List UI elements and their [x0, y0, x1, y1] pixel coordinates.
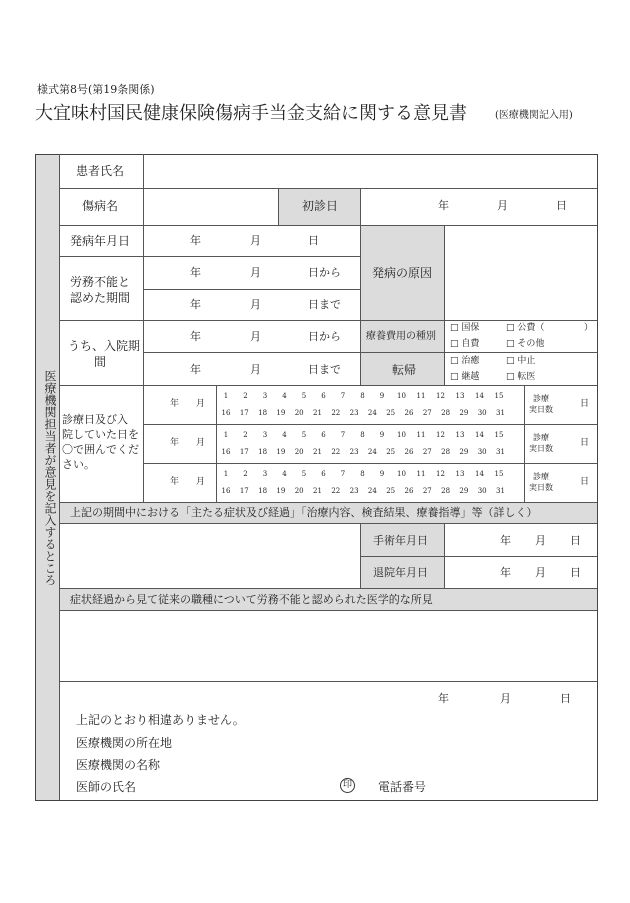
calendar-day[interactable]: 22 [331, 487, 341, 495]
outcome-label: 転帰 [392, 363, 417, 377]
first-visit-year: 年 [438, 199, 449, 212]
calendar-day[interactable]: 23 [349, 448, 359, 456]
calendar-day[interactable]: 4 [282, 431, 287, 439]
cause-label: 発病の原因 [372, 266, 433, 280]
form-number: 様式第8号(第19条関係) [37, 83, 155, 96]
calendar-day[interactable]: 23 [349, 409, 359, 417]
calendar-day[interactable]: 28 [441, 448, 451, 456]
calendar-day[interactable]: 24 [367, 409, 377, 417]
cost-type-label: 療養費用の種別 [366, 331, 436, 342]
calendar-day[interactable]: 13 [455, 470, 465, 478]
calendar-day[interactable]: 27 [422, 487, 432, 495]
calendar-day[interactable]: 4 [282, 470, 287, 478]
calendar-day[interactable]: 6 [321, 392, 326, 400]
calendar-day[interactable]: 17 [239, 487, 249, 495]
calendar-day[interactable]: 29 [459, 487, 469, 495]
calendar-day[interactable]: 2 [243, 392, 248, 400]
patient-name-label: 患者氏名 [76, 164, 125, 178]
calendar-day[interactable]: 22 [331, 448, 341, 456]
onset-day: 日 [308, 234, 319, 247]
calendar-day[interactable]: 24 [367, 487, 377, 495]
actual-days-label: 実日数 [529, 483, 553, 492]
calendar-day[interactable]: 6 [321, 431, 326, 439]
calendar-day[interactable]: 11 [416, 431, 426, 439]
visit-days-label-2: 院していた日を [62, 428, 139, 441]
actual-days-label: 実日数 [529, 444, 553, 453]
first-visit-month: 月 [497, 199, 508, 212]
first-visit-day: 日 [556, 199, 567, 212]
calendar-day[interactable]: 28 [441, 409, 451, 417]
hosp-from-year: 年 [190, 330, 201, 343]
calendar-day[interactable]: 3 [262, 431, 268, 439]
calendar-day[interactable]: 1 [223, 431, 229, 439]
visit-days-label-1: 診療日及び入 [62, 413, 128, 426]
calendar-day[interactable]: 31 [496, 448, 505, 456]
calendar-day[interactable]: 14 [475, 392, 484, 400]
calendar-day[interactable]: 13 [455, 392, 465, 400]
calendar-day[interactable]: 10 [397, 431, 406, 439]
certify-text: 上記のとおり相違ありません。 [76, 713, 245, 727]
calendar-day[interactable]: 11 [416, 392, 426, 400]
actual-days-unit: 日 [580, 477, 590, 487]
calendar-day[interactable]: 26 [404, 448, 414, 456]
calendar-day[interactable]: 7 [340, 431, 346, 439]
calendar-day[interactable]: 16 [221, 487, 231, 495]
calendar-month-3: 月 [196, 477, 206, 487]
opinion-field[interactable] [60, 611, 596, 680]
calendar-day[interactable]: 18 [258, 448, 268, 456]
patient-name-field[interactable] [144, 155, 596, 187]
calendar-day[interactable]: 15 [494, 470, 504, 478]
calendar-day[interactable]: 15 [494, 431, 504, 439]
actual-days-field[interactable] [560, 387, 578, 421]
calendar-day[interactable]: 21 [313, 487, 322, 495]
calendar-day[interactable]: 6 [321, 470, 326, 478]
calendar-day[interactable]: 18 [258, 409, 268, 417]
calendar-day[interactable]: 17 [239, 448, 249, 456]
calendar-day[interactable]: 12 [436, 431, 445, 439]
sign-day: 日 [560, 692, 571, 705]
calendar-day[interactable]: 27 [422, 448, 432, 456]
incap-until-day: 日まで [308, 298, 341, 311]
cost-jihi-checkbox[interactable]: □ 自費 [450, 339, 480, 349]
calendar-day[interactable]: 7 [340, 392, 346, 400]
discharge-date-label: 退院年月日 [373, 566, 428, 579]
calendar-day[interactable]: 1 [223, 392, 229, 400]
calendar-day[interactable]: 10 [397, 392, 406, 400]
calendar-day[interactable]: 18 [258, 487, 268, 495]
outcome-stopped-checkbox[interactable]: □ 中止 [506, 356, 536, 366]
calendar-day[interactable]: 3 [262, 392, 268, 400]
calendar-day[interactable]: 14 [475, 470, 484, 478]
calendar-year-2: 年 [170, 438, 180, 448]
outcome-transfer-checkbox[interactable]: □ 転医 [506, 372, 536, 382]
symptoms-header: 上記の期間中における「主たる症状及び経過」「治療内容、検査結果、療養指導」等（詳しく） [70, 506, 538, 519]
calendar-day[interactable]: 9 [379, 392, 385, 400]
actual-days-label: 診療 [533, 394, 549, 403]
incap-until-month: 月 [250, 298, 261, 311]
actual-days-label: 診療 [533, 472, 549, 481]
calendar-day[interactable]: 24 [367, 448, 377, 456]
calendar-day[interactable]: 13 [455, 431, 465, 439]
discharge-year: 年 [500, 566, 511, 579]
calendar-day[interactable]: 30 [477, 409, 487, 417]
cost-other-checkbox[interactable]: □ その他 [506, 339, 545, 349]
title-note: (医療機関記入用) [495, 110, 573, 121]
cost-kouhi-close: ） [584, 323, 594, 333]
calendar-day[interactable]: 17 [239, 409, 249, 417]
facility-name-label: 医療機関の名称 [76, 758, 161, 772]
calendar-day[interactable]: 30 [477, 487, 487, 495]
calendar-day[interactable]: 22 [331, 409, 341, 417]
calendar-day[interactable]: 5 [301, 470, 307, 478]
surgery-day: 日 [570, 534, 581, 547]
onset-month: 月 [250, 234, 261, 247]
calendar-day[interactable]: 19 [276, 409, 286, 417]
actual-days-field[interactable] [560, 465, 578, 499]
disease-name-field[interactable] [144, 189, 277, 224]
cause-field[interactable] [445, 226, 596, 319]
calendar-day[interactable]: 14 [475, 431, 484, 439]
discharge-day: 日 [570, 566, 581, 579]
calendar-day[interactable]: 20 [294, 409, 304, 417]
calendar-day[interactable]: 8 [360, 392, 365, 400]
calendar-day[interactable]: 7 [340, 470, 346, 478]
calendar-day[interactable]: 3 [262, 470, 268, 478]
symptoms-field[interactable] [60, 524, 359, 587]
cost-kokuho-checkbox[interactable]: □ 国保 [450, 323, 480, 333]
calendar-month-1: 月 [196, 399, 206, 409]
calendar-day[interactable]: 2 [243, 470, 248, 478]
calendar-day[interactable]: 21 [313, 448, 322, 456]
cost-kouhi-checkbox[interactable]: □ 公費（ [506, 323, 545, 333]
hosp-until-year: 年 [190, 363, 201, 376]
surgery-month: 月 [535, 534, 546, 547]
calendar-day[interactable]: 28 [441, 487, 451, 495]
disease-name-label: 傷病名 [82, 199, 119, 213]
calendar-day[interactable]: 11 [416, 470, 426, 478]
calendar-day[interactable]: 31 [496, 409, 505, 417]
calendar-day[interactable]: 2 [243, 431, 248, 439]
actual-days-label: 診療 [533, 433, 549, 442]
incap-until-year: 年 [190, 298, 201, 311]
calendar-day[interactable]: 8 [360, 431, 365, 439]
calendar-day[interactable]: 4 [282, 392, 287, 400]
hosp-from-day: 日から [308, 330, 341, 343]
actual-days-unit: 日 [580, 399, 590, 409]
incap-from-day: 日から [308, 266, 341, 279]
incapacity-label-2: 認めた期間 [70, 291, 131, 305]
calendar-day[interactable]: 26 [404, 409, 414, 417]
calendar-day[interactable]: 1 [223, 470, 229, 478]
hospital-label-1: うち、入院期 [68, 339, 141, 353]
calendar-day[interactable]: 29 [459, 409, 469, 417]
calendar-day[interactable]: 5 [301, 431, 307, 439]
calendar-year-1: 年 [170, 399, 180, 409]
visit-days-label-3: 〇で囲んでくだ [62, 443, 139, 456]
calendar-day[interactable]: 20 [294, 448, 304, 456]
calendar-day[interactable]: 19 [276, 448, 286, 456]
calendar-day[interactable]: 10 [397, 470, 406, 478]
hosp-until-day: 日まで [308, 363, 341, 376]
calendar-day[interactable]: 25 [386, 487, 396, 495]
surgery-date-label: 手術年月日 [373, 534, 428, 547]
surgery-year: 年 [500, 534, 511, 547]
hospital-label-2: 間 [94, 355, 107, 369]
calendar-day[interactable]: 27 [422, 409, 432, 417]
calendar-year-3: 年 [170, 477, 180, 487]
calendar-day[interactable]: 25 [386, 448, 396, 456]
opinion-header: 症状経過から見て従来の職種について労務不能と認められた医学的な所見 [70, 593, 433, 606]
calendar-day[interactable]: 26 [404, 487, 414, 495]
phone-label: 電話番号 [378, 780, 427, 794]
calendar-month-2: 月 [196, 438, 206, 448]
seal-icon [340, 778, 355, 793]
calendar-day[interactable]: 29 [459, 448, 469, 456]
calendar-day[interactable]: 9 [379, 470, 385, 478]
calendar-day[interactable]: 25 [386, 409, 396, 417]
actual-days-unit: 日 [580, 438, 590, 448]
calendar-day[interactable]: 16 [221, 409, 231, 417]
first-visit-label: 初診日 [302, 199, 339, 213]
side-label: 医療機関担当者が意見を記入するところ [43, 370, 57, 586]
actual-days-label: 実日数 [529, 405, 553, 414]
actual-days-field[interactable] [560, 426, 578, 460]
calendar-day[interactable]: 21 [313, 409, 322, 417]
sign-year: 年 [438, 692, 449, 705]
calendar-day[interactable]: 15 [494, 392, 504, 400]
incapacity-label-1: 労務不能と [70, 275, 131, 289]
incap-from-month: 月 [250, 266, 261, 279]
outcome-continued-checkbox[interactable]: □ 継越 [450, 372, 480, 382]
calendar-day[interactable]: 16 [221, 448, 231, 456]
facility-address-label: 医療機関の所在地 [76, 736, 173, 750]
calendar-day[interactable]: 20 [294, 487, 304, 495]
calendar-day[interactable]: 30 [477, 448, 487, 456]
sign-month: 月 [500, 692, 511, 705]
visit-days-label-4: さい。 [62, 458, 95, 471]
page-title: 大宜味村国民健康保険傷病手当金支給に関する意見書 [35, 103, 467, 124]
doctor-name-label: 医師の氏名 [76, 780, 137, 794]
hosp-from-month: 月 [250, 330, 261, 343]
calendar-day[interactable]: 12 [436, 392, 445, 400]
calendar-day[interactable]: 31 [496, 487, 505, 495]
incap-from-year: 年 [190, 266, 201, 279]
calendar-day[interactable]: 23 [349, 487, 359, 495]
seal-text: 印 [342, 780, 352, 790]
calendar-day[interactable]: 8 [360, 470, 365, 478]
outcome-cured-checkbox[interactable]: □ 治癒 [450, 356, 480, 366]
calendar-day[interactable]: 19 [276, 487, 286, 495]
onset-date-label: 発病年月日 [70, 234, 131, 248]
calendar-day[interactable]: 9 [379, 431, 385, 439]
hosp-until-month: 月 [250, 363, 261, 376]
discharge-month: 月 [535, 566, 546, 579]
calendar-day[interactable]: 5 [301, 392, 307, 400]
calendar-day[interactable]: 12 [436, 470, 445, 478]
onset-year: 年 [190, 234, 201, 247]
